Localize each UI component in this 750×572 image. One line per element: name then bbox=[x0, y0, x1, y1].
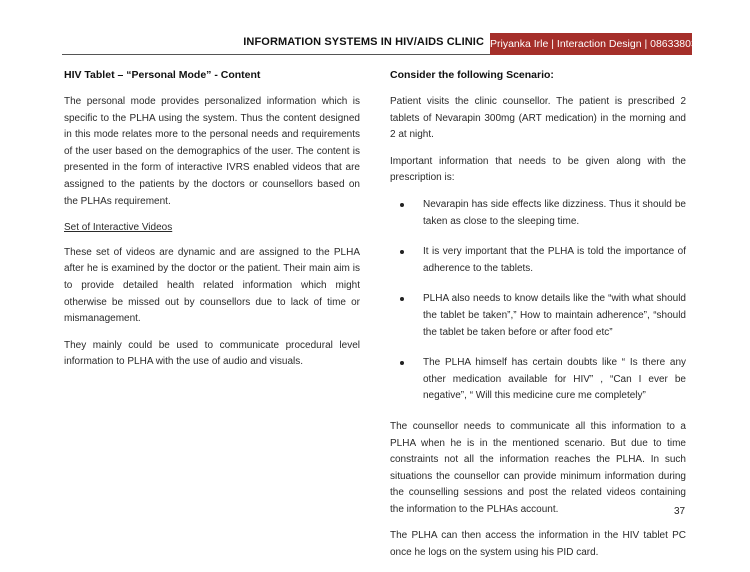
section-heading: HIV Tablet – “Personal Mode” - Content bbox=[64, 69, 261, 81]
information-paragraph: Important information that needs to be given along with the prescription is: bbox=[390, 155, 686, 184]
videos-paragraph: These set of videos are dynamic and are assigned to the PLHA after he is examined by the doctor or the patient. Their main aim is to provide detailed health related information which might otherwise be missed out by counsellors due to lack of time or mismanagement. bbox=[64, 246, 360, 325]
header-title: INFORMATION SYSTEMS IN HIV/AIDS CLINIC bbox=[243, 36, 484, 48]
intro-paragraph: The personal mode provides personalized information which is specific to the PLHA using the system. Thus the content designed in this mode relates more to the personal needs and requirements of the user based on the demographics of the user. The content is presented in the form of interactive IVRS enabled videos that are assigned to the patients by the doctors or counsellors based on the PLHAs requirement. bbox=[64, 96, 360, 207]
page-header bbox=[62, 34, 697, 55]
list-item: The PLHA himself has certain doubts like “ Is there any other medication available for HIV” , “Can I ever be negative”, “ Will this medicine cure me completely” bbox=[390, 355, 686, 405]
counsellor-paragraph: The counsellor needs to communicate all this information to a PLHA when he is in the mentioned scenario. But due to time constraints not all the information reaches the PLHA. In such situations the counsellor can provide minimum information during the counselling sessions and post the related videos containing the information to the PLHAs account. bbox=[390, 420, 686, 515]
list-item: It is very important that the PLHA is told the importance of adherence to the tablets. bbox=[390, 244, 686, 277]
list-item: Nevarapin has side effects like dizziness. Thus it should be taken as close to the sleeping time. bbox=[390, 197, 686, 230]
right-column bbox=[390, 68, 686, 572]
scenario-heading: Consider the following Scenario: bbox=[390, 69, 554, 81]
information-list bbox=[390, 197, 686, 405]
usage-paragraph: They mainly could be used to communicate procedural level information to PLHA with the use of audio and visuals. bbox=[64, 339, 360, 368]
page-number: 37 bbox=[674, 506, 686, 517]
scenario-paragraph: Patient visits the clinic counsellor. The patient is prescribed 2 tablets of Nevarapin 300mg (ART medication) in the morning and 2 at night. bbox=[390, 96, 686, 141]
left-column bbox=[64, 68, 360, 381]
access-paragraph: The PLHA can then access the information in the HIV tablet PC once he logs on the system using his PID card. bbox=[390, 530, 686, 559]
list-item: PLHA also needs to know details like the “with what should the tablet be taken”,” How to maintain adherence”, “should the tablet be taken before or after food etc” bbox=[390, 291, 686, 341]
subheading-interactive-videos: Set of Interactive Videos bbox=[64, 222, 173, 234]
author-badge: Priyanka Irle | Interaction Design | 08633803 bbox=[490, 33, 692, 55]
